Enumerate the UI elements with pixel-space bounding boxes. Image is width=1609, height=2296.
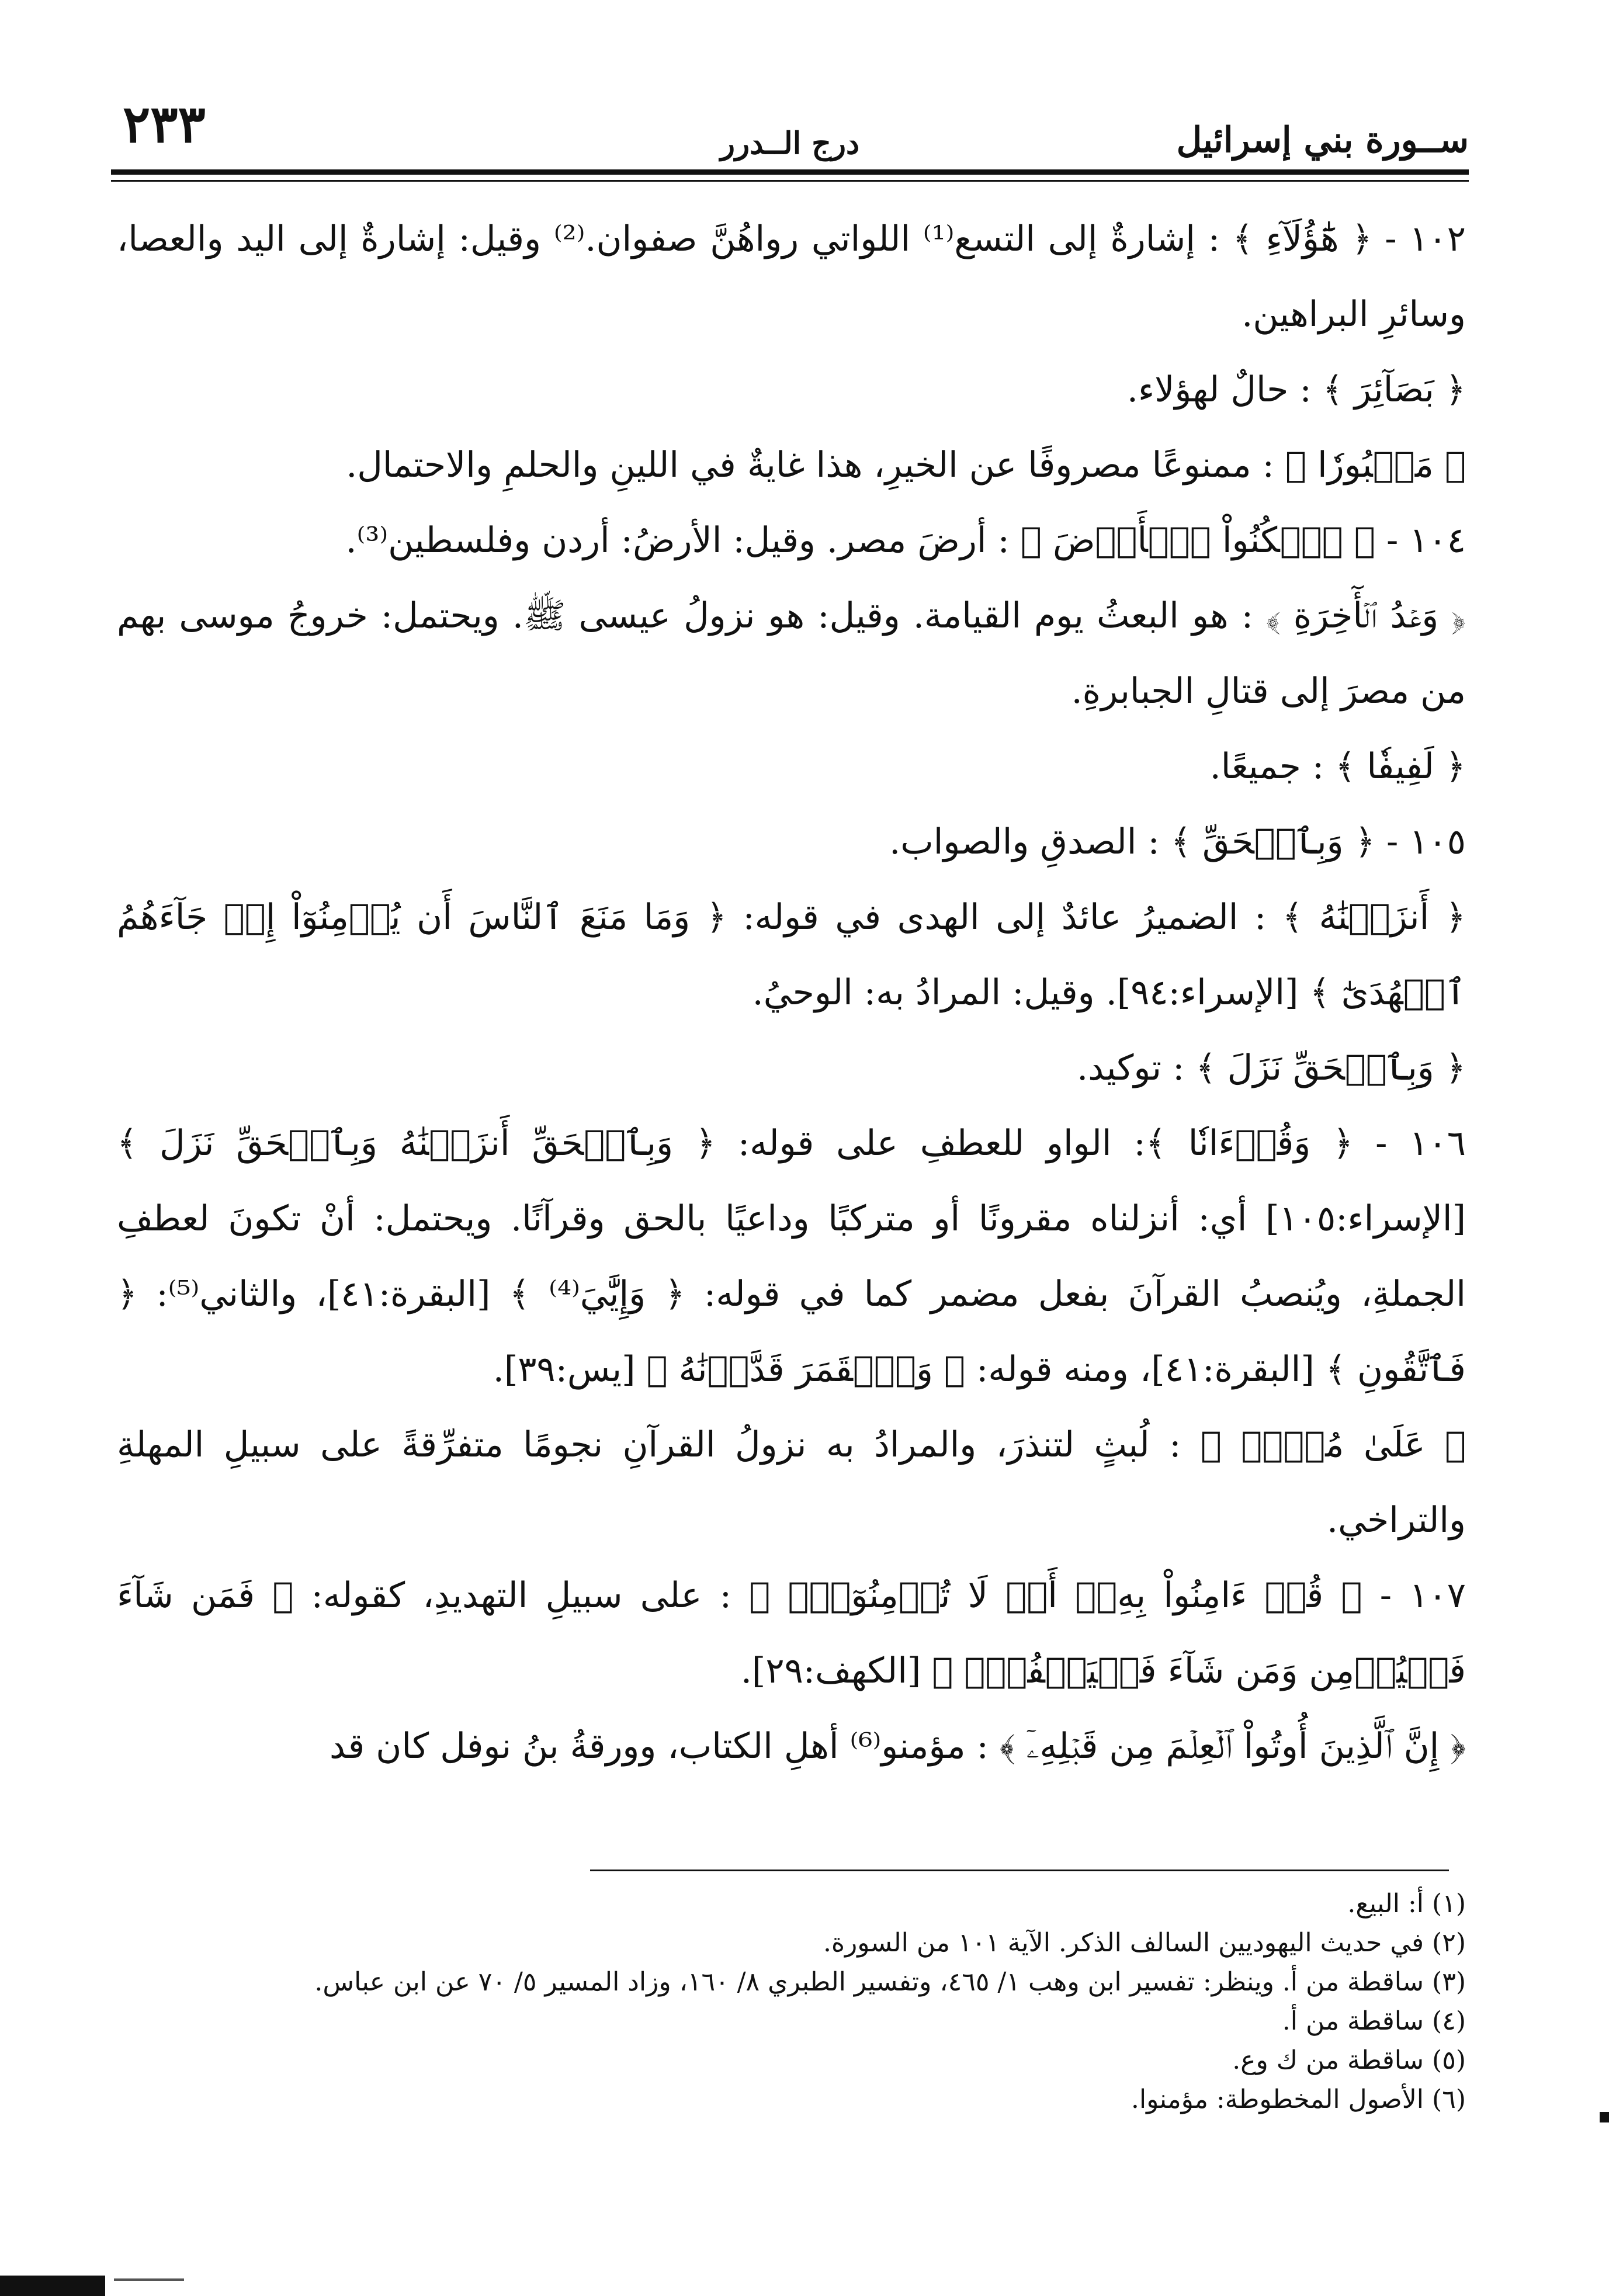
paragraph-alladhina-utu: ﴿ إِنَّ ٱلَّذِينَ أُوتُواْ ٱلۡعِلۡمَ مِن قَبۡلِهِۦٓ ﴾ : مؤمنو⁽⁶⁾ أهلِ الكتاب، وورقةُ بنُ نوفل كان قد bbox=[330, 1726, 1466, 1767]
footnote: (٦) الأصول المخطوطة: مؤمنوا. bbox=[1131, 2085, 1466, 2114]
footnote: (٥) ساقطة من ك وع. bbox=[1232, 2045, 1466, 2075]
paragraph-102: ١٠٢ - ﴿ هَٰٓؤُلَآءِ ﴾ : إشارةٌ إلى التسع⁽¹⁾ اللواتي رواهُنَّ صفوان.⁽²⁾ وقيل: إشارةٌ إلى اليد والعصا، وسائرِ البراهين. bbox=[117, 218, 1466, 335]
body-text bbox=[117, 202, 1466, 1784]
paragraph-lafifa: ﴿ لَفِيفٗا ﴾ : جميعًا. bbox=[1209, 746, 1466, 787]
paragraph-105: ١٠٥ - ﴿ وَبِٱلۡحَقِّ ﴾ : الصدقِ والصواب. bbox=[889, 821, 1466, 862]
page-number: ٢٣٣ bbox=[123, 93, 206, 154]
scan-mark-right bbox=[1600, 2112, 1609, 2122]
footnote: (٤) ساقطة من أ. bbox=[1282, 2006, 1466, 2036]
scan-mark-left-line bbox=[114, 2278, 184, 2281]
paragraph-nazal: ﴿ وَبِٱلۡحَقِّ نَزَلَ ﴾ : توكيد. bbox=[1077, 1048, 1466, 1088]
page-header bbox=[111, 93, 1469, 175]
header-rule-thin bbox=[111, 180, 1469, 182]
paragraph-basair: ﴿ بَصَآئِرَ ﴾ : حالٌ لهؤلاء. bbox=[1126, 369, 1466, 410]
footnote: (١) أ: البيع. bbox=[1347, 1889, 1466, 1919]
book-title: درج الــدرر bbox=[720, 126, 860, 161]
paragraph-106: ١٠٦ - ﴿ وَقُرۡءَانٗا ﴾: الواو للعطفِ على قوله: ﴿ وَبِٱلۡحَقِّ أَنزَلۡنَٰهُ وَبِٱلۡحَقِّ نَزَلَ ﴾ [الإسراء:١٠٥] أي: أنزلناه مقرونًا أو متركبًا وداعيًا بالحق وقرآنًا. ويحتمل: أنْ تكونَ لعطفِ الجملةِ، ويُنصبُ القرآنَ بفعل مضمر كما في قوله: ﴿ وَإِيَّٰيَ⁽⁴⁾ ﴾ [البقرة:٤١]، والثاني⁽⁵⁾: ﴿ فَٱتَّقُونِ ﴾ [البقرة:٤١]، ومنه قوله: ﴿ وَٱلۡقَمَرَ قَدَّرۡنَٰهُ ﴾ [يس:٣٩]. bbox=[117, 1123, 1466, 1390]
paragraph-ala-mukth: ﴿ عَلَىٰ مُكۡثٖ ﴾ : لُبثٍ لتنذرَ، والمرادُ به نزولُ القرآنِ نجومًا متفرِّقةً على سبيلِ المهلةِ والتراخي. bbox=[117, 1424, 1466, 1541]
header-rule-thick bbox=[111, 169, 1469, 175]
footnotes bbox=[146, 1884, 1466, 2119]
paragraph-anzalnahu: ﴿ أَنزَلۡنَٰهُ ﴾ : الضميرُ عائدٌ إلى الهدى في قوله: ﴿ وَمَا مَنَعَ ٱلنَّاسَ أَن يُؤۡمِنُوٓاْ إِذۡ جَآءَهُمُ ٱلۡهُدَىٰٓ ﴾ [الإسراء:٩٤]. وقيل: المرادُ به: الوحيُ. bbox=[117, 897, 1466, 1013]
scan-mark-left bbox=[0, 2276, 105, 2296]
paragraph-mathbura: ﴿ مَثۡبُورٗا ﴾ : ممنوعًا مصروفًا عن الخيرِ، هذا غايةٌ في اللينِ والحلمِ والاحتمال. bbox=[346, 445, 1466, 485]
paragraph-107: ١٠٧ - ﴿ قُلۡ ءَامِنُواْ بِهِۦٓ أَوۡ لَا تُؤۡمِنُوٓاْۚ ﴾ : على سبيلِ التهديدِ، كقوله: ﴿ فَمَن شَآءَ فَلۡيُؤۡمِن وَمَن شَآءَ فَلۡيَكۡفُرۡۚ ﴾ [الكهف:٢٩]. bbox=[117, 1575, 1466, 1691]
surah-title: ســورة بني إسرائيل bbox=[1176, 120, 1469, 161]
paragraph-wad-alakhira: ﴿ وَعۡدُ ٱلۡأٓخِرَةِ ﴾ : هو البعثُ يوم القيامة. وقيل: هو نزولُ عيسى ﷺ. ويحتمل: خروجُ موسى بهم من مصرَ إلى قتالِ الجبابرةِ. bbox=[117, 595, 1466, 712]
paragraph-104: ١٠٤ - ﴿ ٱسۡكُنُواْ ٱلۡأَرۡضَ ﴾ : أرضَ مصر. وقيل: الأرضُ: أردن وفلسطين⁽³⁾. bbox=[345, 520, 1466, 561]
footnote: (٢) في حديث اليهوديين السالف الذكر. الآية ١٠١ من السورة. bbox=[823, 1928, 1466, 1958]
footnote: (٣) ساقطة من أ. وينظر: تفسير ابن وهب ١/ ٤٦٥، وتفسير الطبري ٨/ ١٦٠، وزاد المسير ٥/ ٧٠ عن ابن عباس. bbox=[314, 1967, 1466, 1997]
footnotes-rule bbox=[590, 1870, 1449, 1871]
